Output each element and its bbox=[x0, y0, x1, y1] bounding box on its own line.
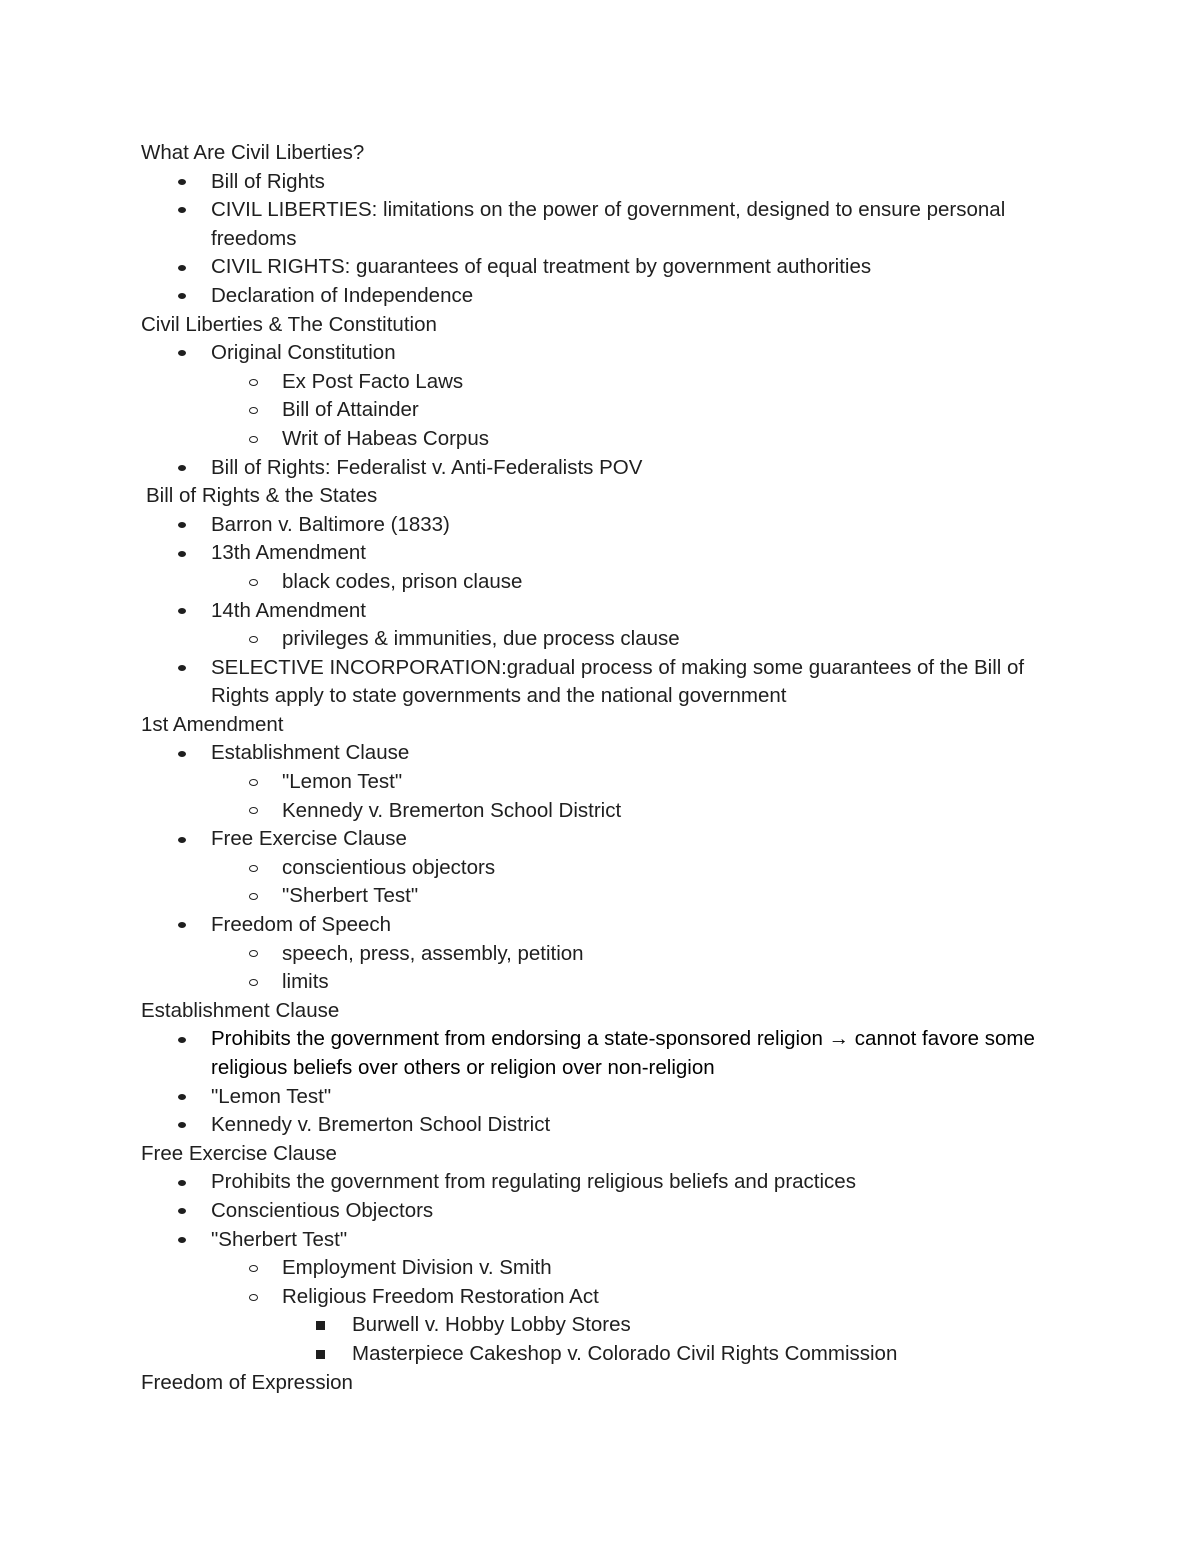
bullet-dot-icon bbox=[178, 654, 186, 683]
list-item: CIVIL RIGHTS: guarantees of equal treatment by government authorities bbox=[141, 253, 1061, 282]
sub-list-item: "Lemon Test" bbox=[141, 768, 1061, 797]
list-item: Free Exercise Clause bbox=[141, 825, 1061, 854]
sub-list-item: speech, press, assembly, petition bbox=[141, 940, 1061, 969]
list-item: "Lemon Test" bbox=[141, 1083, 1061, 1112]
section-heading: Civil Liberties & The Constitution bbox=[141, 312, 437, 336]
sub-list-item: Bill of Attainder bbox=[141, 396, 1061, 425]
list-item: Bill of Rights bbox=[141, 168, 1061, 197]
section-heading: What Are Civil Liberties? bbox=[141, 141, 365, 164]
bullet-dot-icon bbox=[178, 739, 186, 768]
list-item: Original Constitution bbox=[141, 339, 1061, 368]
bullet-dot-icon bbox=[178, 253, 186, 282]
bullet-ring-icon bbox=[249, 1254, 258, 1283]
sub-list-item: privileges & immunities, due process clause bbox=[141, 625, 1061, 654]
bullet-dot-icon bbox=[178, 1168, 186, 1197]
bullet-list bbox=[141, 1025, 1061, 1139]
sub-bullet-list bbox=[141, 768, 1061, 825]
sub-bullet-list bbox=[141, 1254, 1061, 1311]
bullet-dot-icon bbox=[178, 339, 186, 368]
bullet-dot-icon bbox=[178, 511, 186, 540]
bullet-ring-icon bbox=[249, 396, 258, 425]
list-item: Freedom of Speech bbox=[141, 911, 1061, 940]
section-heading: 1st Amendment bbox=[141, 712, 284, 736]
sub-sub-bullet-list bbox=[141, 1311, 1061, 1368]
bullet-list bbox=[141, 654, 1061, 711]
bullet-ring-icon bbox=[249, 797, 258, 826]
bullet-list bbox=[141, 168, 1061, 311]
list-item: Declaration of Independence bbox=[141, 282, 1061, 311]
sub-list-item: "Sherbert Test" bbox=[141, 882, 1061, 911]
bullet-dot-icon bbox=[178, 1197, 186, 1226]
bullet-ring-icon bbox=[249, 968, 258, 997]
sub-sub-list-item: Burwell v. Hobby Lobby Stores bbox=[141, 1311, 1061, 1340]
bullet-dot-icon bbox=[178, 825, 186, 854]
section-heading: Free Exercise Clause bbox=[141, 1141, 337, 1165]
bullet-dot-icon bbox=[178, 911, 186, 940]
bullet-dot-icon bbox=[178, 597, 186, 626]
sub-list-item: Religious Freedom Restoration Act bbox=[141, 1283, 1061, 1312]
bullet-dot-icon bbox=[178, 168, 186, 197]
bullet-list bbox=[141, 511, 1061, 568]
sub-list-item: Kennedy v. Bremerton School District bbox=[141, 797, 1061, 826]
bullet-list bbox=[141, 339, 1061, 368]
bullet-dot-icon bbox=[178, 454, 186, 483]
sub-bullet-list bbox=[141, 854, 1061, 911]
bullet-ring-icon bbox=[249, 768, 258, 797]
sub-list-item: Ex Post Facto Laws bbox=[141, 368, 1061, 397]
bullet-list bbox=[141, 739, 1061, 768]
bullet-list bbox=[141, 1168, 1061, 1254]
bullet-dot-icon bbox=[178, 539, 186, 568]
list-item: CIVIL LIBERTIES: limitations on the power of government, designed to ensure personal freedoms bbox=[141, 196, 1061, 253]
bullet-square-icon bbox=[316, 1311, 325, 1340]
bullet-dot-icon bbox=[178, 1083, 186, 1112]
bullet-ring-icon bbox=[249, 368, 258, 397]
bullet-dot-icon bbox=[178, 1025, 186, 1054]
list-item: Kennedy v. Bremerton School District bbox=[141, 1111, 1061, 1140]
sub-bullet-list bbox=[141, 625, 1061, 654]
sub-list-item: Writ of Habeas Corpus bbox=[141, 425, 1061, 454]
sub-bullet-list bbox=[141, 368, 1061, 454]
list-item: 14th Amendment bbox=[141, 597, 1061, 626]
list-item: Conscientious Objectors bbox=[141, 1197, 1061, 1226]
list-item: "Sherbert Test" bbox=[141, 1226, 1061, 1255]
list-item: 13th Amendment bbox=[141, 539, 1061, 568]
sub-list-item: conscientious objectors bbox=[141, 854, 1061, 883]
list-item: SELECTIVE INCORPORATION:gradual process of making some guarantees of the Bill of Rights apply to state governments and the national government bbox=[141, 654, 1061, 711]
sub-list-item: limits bbox=[141, 968, 1061, 997]
list-item: Establishment Clause bbox=[141, 739, 1061, 768]
notes-content bbox=[141, 139, 1061, 1397]
sub-bullet-list bbox=[141, 568, 1061, 597]
bullet-dot-icon bbox=[178, 196, 186, 225]
list-item: Bill of Rights: Federalist v. Anti-Federalists POV bbox=[141, 454, 1061, 483]
bullet-dot-icon bbox=[178, 282, 186, 311]
bullet-ring-icon bbox=[249, 625, 258, 654]
section-heading: Establishment Clause bbox=[141, 998, 340, 1022]
section-heading: Bill of Rights & the States bbox=[146, 484, 378, 508]
section-heading: Freedom of Expression bbox=[141, 1370, 353, 1394]
bullet-ring-icon bbox=[249, 882, 258, 911]
list-item: Prohibits the government from endorsing a state-sponsored religion → cannot favore some religious beliefs over others or religion over non-religion bbox=[141, 1025, 1061, 1082]
bullet-ring-icon bbox=[249, 425, 258, 454]
list-item: Barron v. Baltimore (1833) bbox=[141, 511, 1061, 540]
sub-bullet-list bbox=[141, 940, 1061, 997]
bullet-list bbox=[141, 825, 1061, 854]
sub-list-item: black codes, prison clause bbox=[141, 568, 1061, 597]
bullet-dot-icon bbox=[178, 1111, 186, 1140]
bullet-list bbox=[141, 911, 1061, 940]
bullet-ring-icon bbox=[249, 854, 258, 883]
bullet-ring-icon bbox=[249, 940, 258, 969]
bullet-square-icon bbox=[316, 1340, 325, 1369]
list-item: Prohibits the government from regulating religious beliefs and practices bbox=[141, 1168, 1061, 1197]
sub-sub-list-item: Masterpiece Cakeshop v. Colorado Civil Rights Commission bbox=[141, 1340, 1061, 1369]
bullet-ring-icon bbox=[249, 568, 258, 597]
bullet-list bbox=[141, 597, 1061, 626]
bullet-ring-icon bbox=[249, 1283, 258, 1312]
sub-list-item: Employment Division v. Smith bbox=[141, 1254, 1061, 1283]
bullet-dot-icon bbox=[178, 1226, 186, 1255]
bullet-list bbox=[141, 454, 1061, 483]
